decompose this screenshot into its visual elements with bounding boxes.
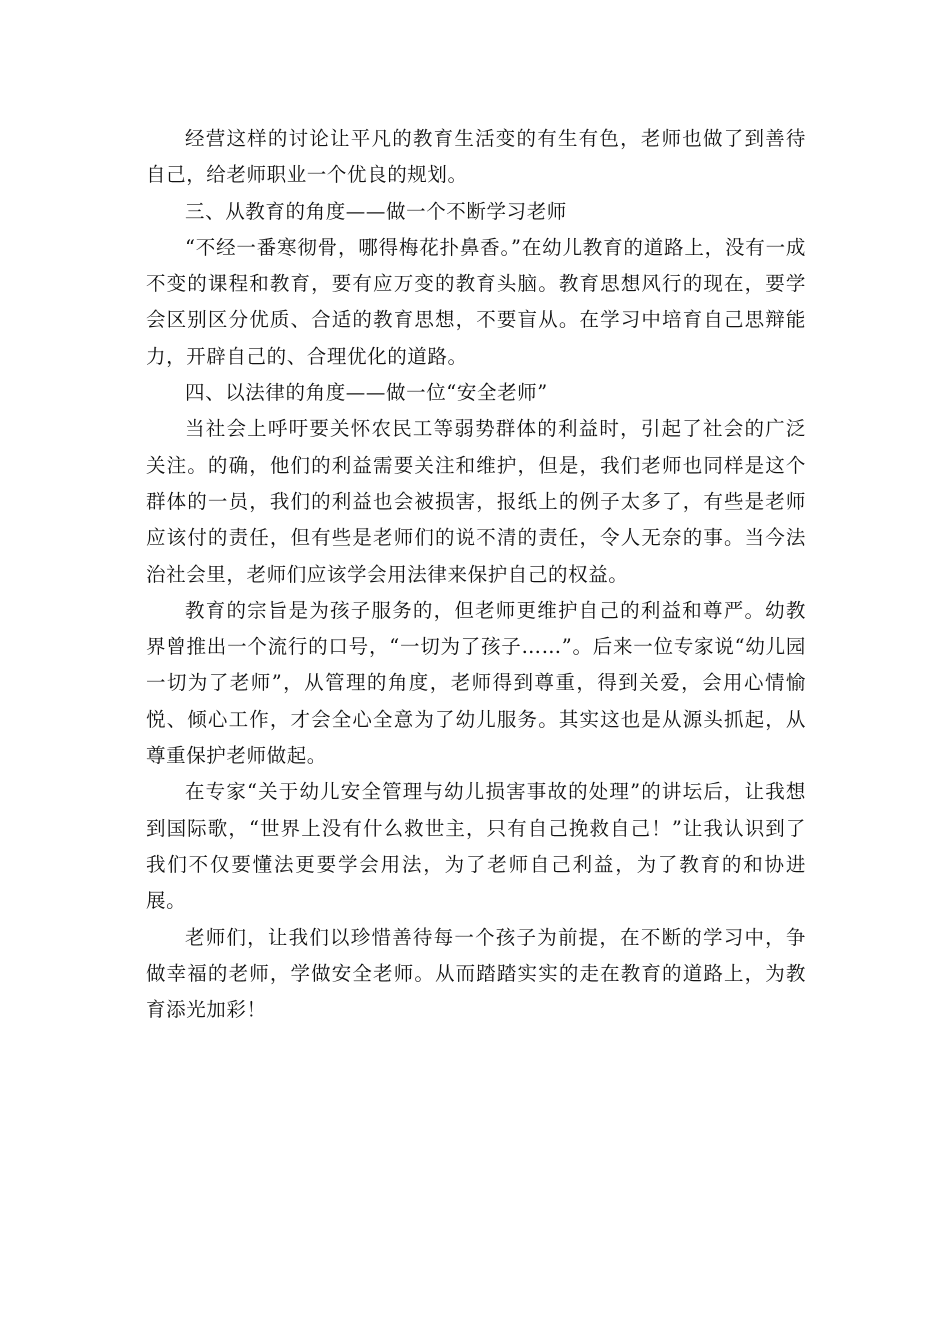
paragraph-expert-lecture: 在专家“关于幼儿安全管理与幼儿损害事故的处理”的讲坛后，让我想到国际歌，“世界上没有什么救世主，只有自己挽救自己！”让我认识到了我们不仅要懂法更要学会用法，为了老师自己利益，为了教育的和协进展。 [146, 780, 806, 913]
paragraph-rights: 当社会上呼吁要关怀农民工等弱势群体的利益时，引起了社会的广泛关注。的确，他们的利益需要关注和维护，但是，我们老师也同样是这个群体的一员，我们的利益也会被损害，报纸上的例子太多了，有些是老师应该付的责任，但有些是老师们的说不清的责任，令人无奈的事。当今法治社会里，老师们应该学会用法律来保护自己的权益。 [146, 417, 806, 586]
section-heading-safety-teacher: 四、以法律的角度——做一位“安全老师” [185, 381, 548, 405]
paragraph-closing-remark: 经营这样的讨论让平凡的教育生活变的有生有色，老师也做了到善待自己，给老师职业一个优良的规划。 [146, 127, 806, 187]
paragraph-education-purpose: 教育的宗旨是为孩子服务的，但老师更维护自己的利益和尊严。幼教界曾推出一个流行的口号，“一切为了孩子……”。后来一位专家说“幼儿园一切为了老师”，从管理的角度，老师得到尊重，得到关爱，会用心情愉悦、倾心工作，才会全心全意为了幼儿服务。其实这也是从源头抓起，从尊重保护老师做起。 [146, 598, 806, 768]
paragraph-conclusion: 老师们，让我们以珍惜善待每一个孩子为前提，在不断的学习中，争做幸福的老师，学做安全老师。从而踏踏实实的走在教育的道路上，为教育添光加彩！ [146, 925, 806, 1022]
document-body [146, 121, 806, 1028]
paragraph-learning: “不经一番寒彻骨，哪得梅花扑鼻香。”在幼儿教育的道路上，没有一成不变的课程和教育，要有应万变的教育头脑。教育思想风行的现在，要学会区别区分优质、合适的教育思想，不要盲从。在学习中培育自己思辩能力，开辟自己的、合理优化的道路。 [146, 235, 806, 368]
section-heading-continuous-learning: 三、从教育的角度——做一个不断学习老师 [185, 199, 567, 223]
